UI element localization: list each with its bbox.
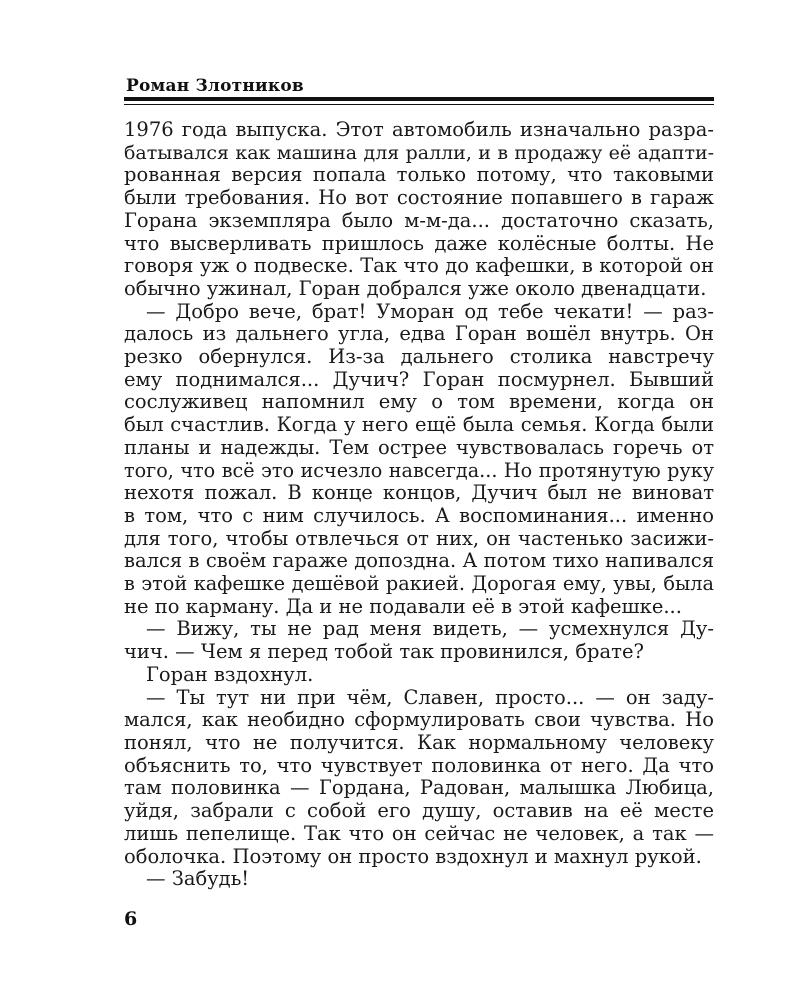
text-line: сослуживец напомнил ему о том времени, когда он (124, 390, 714, 414)
text-line: нехотя пожал. В конце концов, Дучич был не виноват (124, 481, 714, 505)
text-line: не по карману. Да и не подавали её в этой кафешке... (124, 594, 682, 618)
text-line: батывался как машина для ралли, и в продажу её адапти- (124, 141, 714, 164)
text-line: объяснить то, что чувствует половинка от него. Да что (124, 753, 714, 777)
text-line: чич. — Чем я перед тобой так провинился, брате? (124, 640, 644, 664)
body-text (124, 119, 714, 891)
text-line: — Добро вече, брат! Уморан од тебе чекати! — раз- (146, 299, 714, 323)
text-line: Горана экземпляра было м-м-да... достаточно сказать, (124, 208, 714, 232)
text-line: мался, как необидно сформулировать свои чувства. Но (124, 708, 714, 732)
text-line: в том, что с ним случилось. А воспоминания... именно (124, 503, 714, 527)
text-line: уйдя, забрали с собой его душу, оставив на её месте (124, 799, 714, 823)
text-line: вался в своём гараже допоздна. А потом тихо напивался (124, 549, 714, 573)
text-line: — Ты тут ни при чём, Славен, просто... — он заду- (146, 685, 714, 709)
text-line: оболочка. Поэтому он просто вздохнул и махнул рукой. (124, 844, 702, 868)
text-line: — Вижу, ты не рад меня видеть, — усмехнулся Ду- (146, 617, 714, 641)
text-line: там половинка — Гордана, Радован, малышка Любица, (124, 776, 714, 800)
text-line: рованная версия попала только потому, что таковыми (124, 163, 714, 187)
header-rule-thin (124, 104, 714, 105)
text-line: говоря уж о подвеске. Так что до кафешки, в которой он (124, 254, 714, 278)
text-line: ему поднимался... Дучич? Горан посмурнел. Бывший (124, 367, 714, 391)
text-line: резко обернулся. Из-за дальнего столика навстречу (124, 345, 714, 369)
text-line: были требования. Но вот состояние попавшего в гараж (124, 186, 714, 210)
running-header: Роман Злотников (126, 76, 304, 96)
text-line: обычно ужинал, Горан добрался уже около двенадцати. (124, 276, 707, 300)
text-line: лишь пепелище. Так что он сейчас не человек, а так — (124, 821, 714, 845)
text-line: 1976 года выпуска. Этот автомобиль изначально разра- (124, 118, 714, 141)
header-rule-thick (124, 97, 714, 101)
text-line: в этой кафешке дешёвой ракией. Дорогая ему, увы, была (124, 572, 714, 596)
text-line: — Забудь! (146, 867, 250, 891)
text-line: далось из дальнего угла, едва Горан вошёл внутрь. Он (124, 322, 714, 346)
text-line: для того, чтобы отвлечься от них, он частенько засижи- (124, 526, 714, 550)
text-line: понял, что не получится. Как нормальному человеку (124, 730, 714, 754)
text-line: того, что всё это исчезло навсегда... Но протянутую руку (124, 458, 714, 482)
text-line: был счастлив. Когда у него ещё была семья. Когда были (124, 413, 714, 437)
text-line: Горан вздохнул. (146, 662, 314, 686)
text-line: планы и надежды. Тем острее чувствовалась горечь от (124, 435, 714, 459)
text-line: что высверливать пришлось даже колёсные болты. Не (124, 231, 714, 255)
page-number: 6 (124, 908, 138, 930)
